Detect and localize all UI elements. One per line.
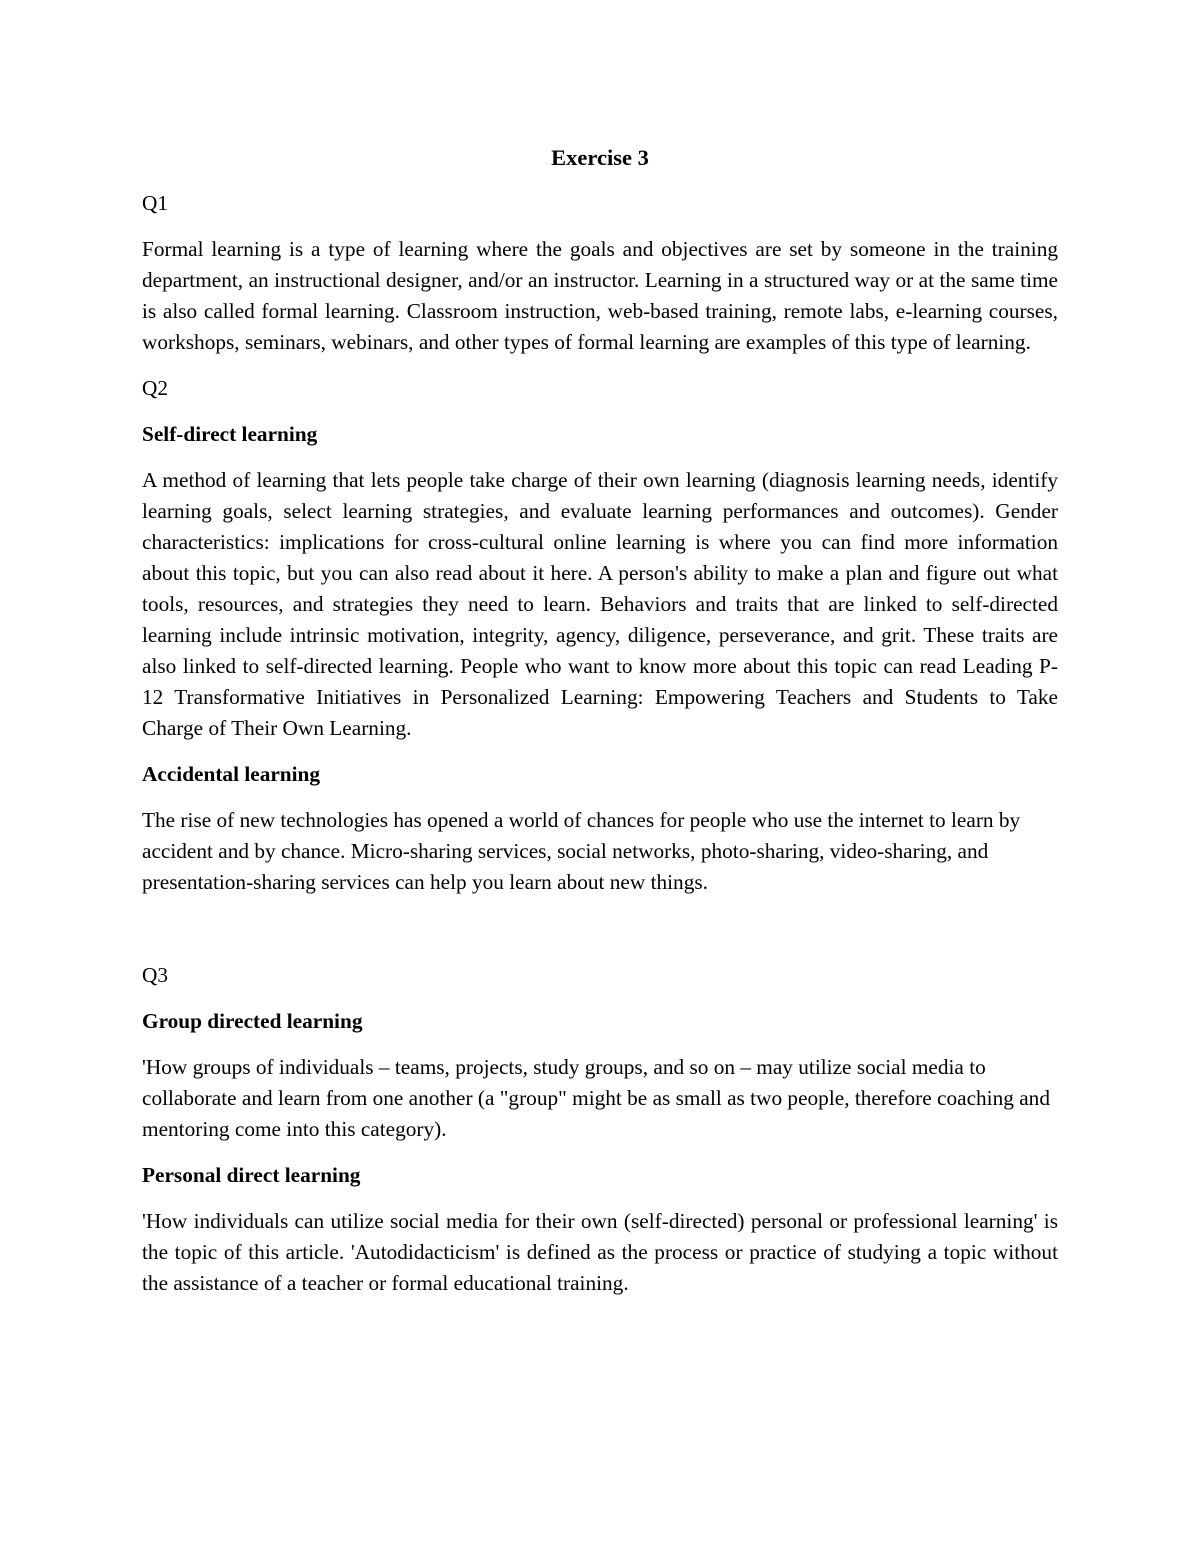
page-title: Exercise 3 (551, 145, 649, 170)
self-direct-learning-text: A method of learning that lets people take charge of their own learning (diagnosis learning needs, identify learning goals, select learning strategies, and evaluate learning performances and outcomes). Gender characteristics: implications for cross-cultural online learning is where you can find more information about this topic, but you can also read about it here. A person's ability to make a plan and figure out what tools, resources, and strategies they need to learn. Behaviors and traits that are linked to self-directed learning include intrinsic motivation, integrity, agency, diligence, perseverance, and grit. These traits are also linked to self-directed learning. People who want to know more about this topic can read Leading P-12 Transformative Initiatives in Personalized Learning: Empowering Teachers and Students to Take Charge of Their Own Learning. (142, 468, 1058, 740)
document-body (142, 142, 1058, 1314)
group-directed-learning-text: 'How groups of individuals – teams, projects, study groups, and so on – may utilize social media to collaborate and learn from one another (a "group" might be as small as two people, therefore coaching and mentoring come into this category). (142, 1055, 1050, 1141)
self-direct-learning-heading: Self-direct learning (142, 422, 318, 446)
question-2-label: Q2 (142, 376, 169, 400)
accidental-learning-text: The rise of new technologies has opened a world of chances for people who use the internet to learn by accident and by chance. Micro-sharing services, social networks, photo-sharing, video-sharing, and presentation-sharing services can help you learn about new things. (142, 808, 1021, 894)
question-3-label: Q3 (142, 963, 169, 987)
blank-spacer (142, 913, 1058, 960)
accidental-learning-heading: Accidental learning (142, 762, 321, 786)
question-1-answer: Formal learning is a type of learning where the goals and objectives are set by someone in the training department, an instructional designer, and/or an instructor. Learning in a structured way or at the same time is also called formal learning. Classroom instruction, web-based training, remote labs, e-learning courses, workshops, seminars, webinars, and other types of formal learning are examples of this type of learning. (142, 237, 1058, 354)
personal-direct-learning-heading: Personal direct learning (142, 1163, 361, 1187)
question-1-label: Q1 (142, 191, 169, 215)
group-directed-learning-heading: Group directed learning (142, 1009, 363, 1033)
personal-direct-learning-text: 'How individuals can utilize social media for their own (self-directed) personal or professional learning' is the topic of this article. 'Autodidacticism' is defined as the process or practice of studying a topic without the assistance of a teacher or formal educational training. (142, 1209, 1058, 1295)
